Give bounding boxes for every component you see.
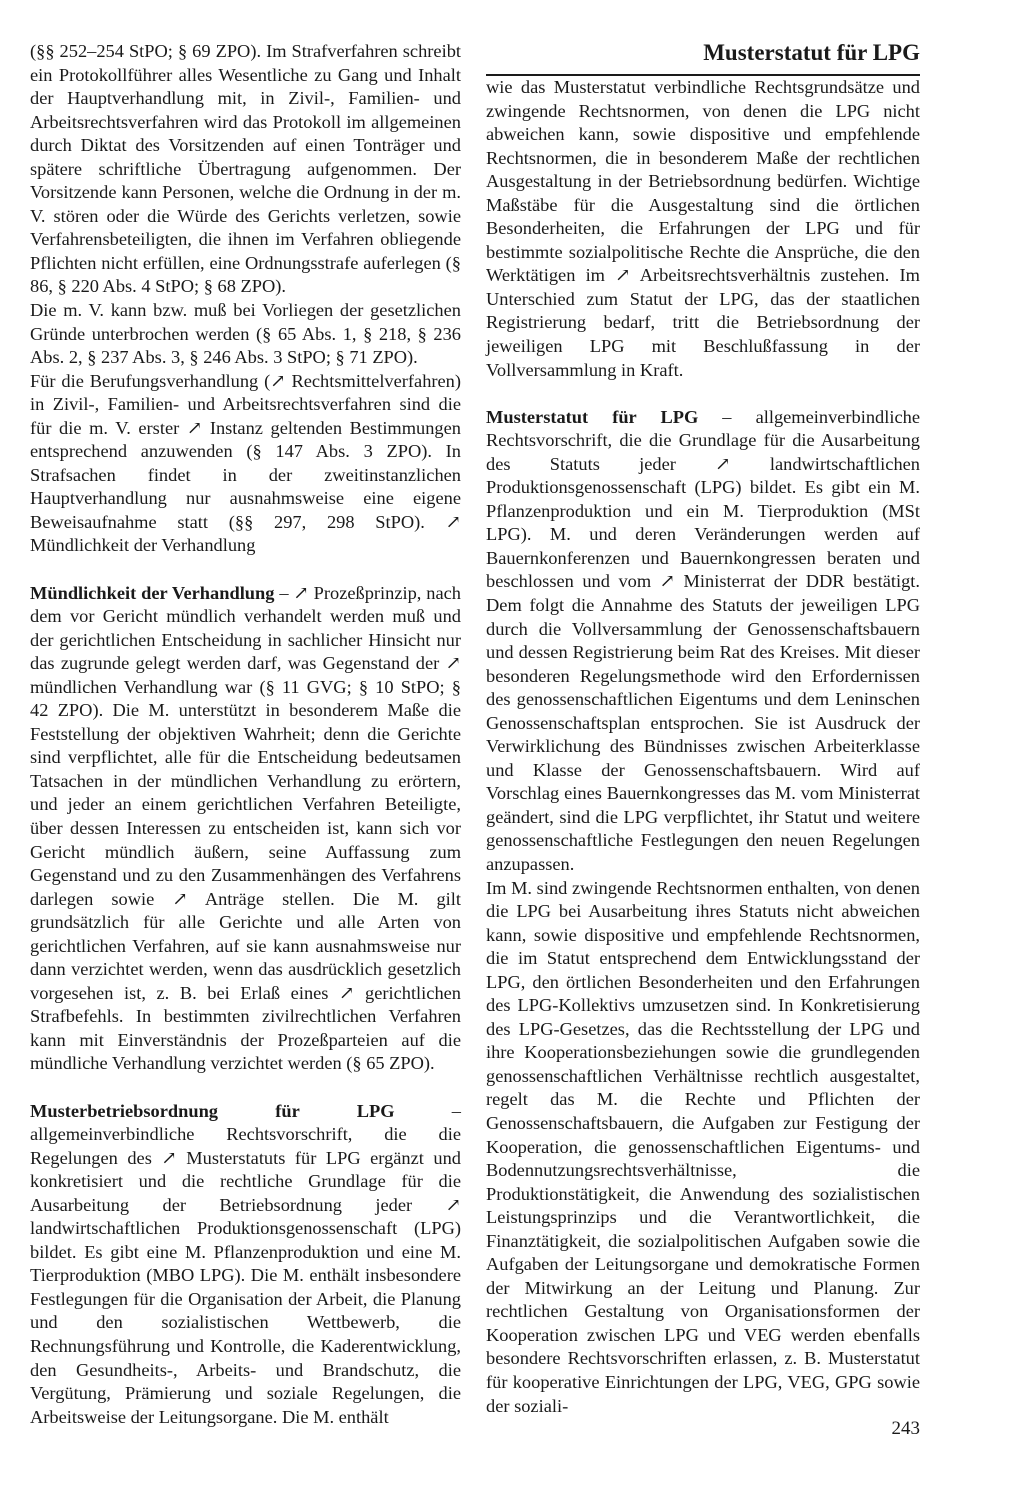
entry-term: Musterstatut für LPG xyxy=(486,406,699,427)
entry-term: Mündlichkeit der Verhandlung xyxy=(30,582,275,603)
entry-text: – allgemeinverbindliche Rechtsvorschrift, die die Grundlage für die Ausarbeitung des Statuts jeder ↗ landwirtschaftlichen Produktionsgenossenschaft (LPG) bildet. Es gibt ein M. Pflanzenproduktion und ein M. Tierproduktion (MSt LPG). M. und deren Veränderungen werden auf Bauernkonferenzen und Bauernkongressen beraten und beschlossen und vom ↗ Ministerrat der DDR bestätigt. Dem folgt die Annahme des Statuts der jeweiligen LPG durch die Vollversammlung der Genossenschaftsbauern und dessen Registrierung beim Rat des Kreises. Mit dieser besonderen Regelungsmethode wird den Erfordernissen des genossenschaftlichen Eigentums und dem Leninschen Genossenschaftsplan entsprochen. Sie ist Ausdruck der Verwirklichung des Bündnisses zwischen Arbeiterklasse und Klasse der Genossenschaftsbauern. Wird auf Vorschlag eines Bauernkongresses das M. vom Ministerrat geändert, sind die LPG verpflichtet, ihr Statut und weitere genossenschaftliche Festlegungen den neuen Regelungen anzupassen. xyxy=(486,406,920,874)
entry-text: – ↗ Prozeßprinzip, nach dem vor Gericht mündlich verhandelt werden muß und der gerichtlichen Entscheidung in sachlicher Hinsicht nur das zugrunde gelegt werden darf, was Gegenstand der ↗ mündlichen Verhandlung war (§ 11 GVG; § 10 StPO; § 42 ZPO). Die M. unterstützt in besonderem Maße die Feststellung der objektiven Wahrheit; denn die Gerichte sind verpflichtet, alle für die Entscheidung bedeutsamen Tatsachen in der mündlichen Verhandlung zu erörtern, und jeder an einem gerichtlichen Verfahren Beteiligte, über dessen Interessen zu entscheiden ist, kann sich vor Gericht mündlich äußern, seine Auffassung zum Gegenstand und zu den Zusammenhängen des Verfahrens darlegen sowie ↗ Anträge stellen. Die M. gilt grundsätzlich für alle Gerichte und alle Arten von gerichtlichen Verfahren, auf sie kann ausnahmsweise nur dann verzichtet werden, wenn das ausdrücklich gesetzlich vorgesehen ist, z. B. bei Erlaß eines ↗ gerichtlichen Strafbefehls. In bestimmten zivilrechtlichen Verfahren kann mit Einverständnis der Prozeßparteien auf die mündliche Verhandlung verzichtet werden (§ 65 ZPO). xyxy=(30,582,461,1074)
continued-paragraph: (§§ 252–254 StPO; § 69 ZPO). Im Strafverfahren schreibt ein Protokollführer alles Wesentliche zu Gang und Inhalt der Hauptverhandlung mit, in Zivil-, Familien- und Arbeitsrechtsverfahren wird das Protokoll im allgemeinen durch Diktat des Vorsitzenden auf einen Tonträger und spätere schriftliche Übertragung aufgenommen. Der Vorsitzende kann Personen, welche die Ordnung in der m. V. stören oder die Würde des Gerichts verletzen, sowie Verfahrensbeteiligten, die ihnen im Verfahren obliegende Pflichten nicht erfüllen, eine Ordnungsstrafe auferlegen (§ 86, § 220 Abs. 4 StPO; § 68 ZPO). xyxy=(30,41,461,297)
paragraph: Die m. V. kann bzw. muß bei Vorliegen der gesetzlichen Gründe unterbrochen werden (§ 65 Abs. 1, § 218, § 236 Abs. 2, § 237 Abs. 3, § 246 Abs. 3 StPO; § 71 ZPO). xyxy=(30,300,461,368)
paragraph: Für die Berufungsverhandlung (↗ Rechtsmittelverfahren) in Zivil-, Familien- und Arbeitsrechtsverfahren sind die für die m. V. erster ↗ Instanz geltenden Bestimmungen entsprechend anzuwenden (§ 147 Abs. 3 ZPO). In Strafsachen findet in der zweitinstanzlichen Hauptverhandlung nur ausnahmsweise eine eigene Beweisaufnahme statt (§§ 297, 298 StPO). ↗ Mündlichkeit der Verhandlung xyxy=(30,370,461,556)
entry-muendlichkeit xyxy=(30,582,461,1076)
paragraph: Im M. sind zwingende Rechtsnormen enthalten, von denen die LPG bei Ausarbeitung ihres Statuts nicht abweichen kann, sowie dispositive und empfehlende Rechtsnormen, die im Statut entsprechend dem Entwicklungsstand der LPG, den örtlichen Besonderheiten und den Erfahrungen des LPG-Kollektivs umzusetzen sind. In Konkretisierung des LPG-Gesetzes, das die Rechtsstellung der LPG und ihre Kooperationsbeziehungen sowie die grundlegenden genossenschaftlichen Verhältnisse rechtlich ausgestaltet, regelt das M. die Rechte und Pflichten der Genossenschaftsbauern, die Aufgaben zur Festigung der Kooperation, die genossenschaftlichen Eigentums- und Bodennutzungsrechtsverhältnisse, die Produktionstätigkeit, die Anwendung des sozialistischen Leistungsprinzips und die Verantwortlichkeit, die Finanztätigkeit, die sozialpolitischen Aufgaben sowie die Aufgaben der Leitungsorgane und demokratische Formen der Mitwirkung an der Leitung und Planung. Zur rechtlichen Gestaltung von Organisationsformen der Kooperation zwischen LPG und VEG werden ebenfalls besondere Rechtsvorschriften erlassen, z. B. Musterstatut für kooperative Einrichtungen der LPG, VEG, GPG sowie der soziali- xyxy=(486,877,920,1416)
page-number: 243 xyxy=(891,1418,920,1439)
right-column xyxy=(486,76,920,1418)
running-title: Musterstatut für LPG xyxy=(703,40,920,65)
entry-musterstatut xyxy=(486,406,920,877)
left-column xyxy=(30,40,461,1429)
entry-text: – allgemeinverbindliche Rechtsvorschrift, die die Regelungen des ↗ Musterstatuts für LPG ergänzt und konkretisiert und die rechtliche Grundlage für die Ausarbeitung der Betriebsordnung jeder ↗ landwirtschaftlichen Produktionsgenossenschaft (LPG) bildet. Es gibt eine M. Pflanzenproduktion und eine M. Tierproduktion (MBO LPG). Die M. enthält insbesondere Festlegungen für die Organisation der Arbeit, die Planung und den sozialistischen Wettbewerb, die Rechnungsführung und Kontrolle, die Kaderentwicklung, den Gesundheits-, Arbeits- und Brandschutz, die Vergütung, Prämierung und soziale Regelungen, die Arbeitsweise der Leitungsorgane. Die M. enthält xyxy=(30,1100,461,1427)
continued-paragraph: wie das Musterstatut verbindliche Rechtsgrundsätze und zwingende Rechtsnormen, von denen die LPG nicht abweichen kann, sowie dispositive und empfehlende Rechtsnormen, die in besonderem Maße der rechtlichen Ausgestaltung in der Betriebsordnung bedürfen. Wichtige Maßstäbe für die Ausgestaltung sind die örtlichen Besonderheiten, die Erfahrungen der LPG und für bestimmte sozialpolitische Rechte die Ansprüche, die den Werktätigen im ↗ Arbeitsrechtsverhältnis zustehen. Im Unterschied zum Statut der LPG, das der staatlichen Registrierung bedarf, tritt die Betriebsordnung der jeweiligen LPG mit Beschlußfassung in der Vollversammlung in Kraft. xyxy=(486,77,920,380)
entry-term: Musterbetriebsordnung für LPG xyxy=(30,1100,395,1121)
entry-musterbetriebsordnung xyxy=(30,1100,461,1430)
